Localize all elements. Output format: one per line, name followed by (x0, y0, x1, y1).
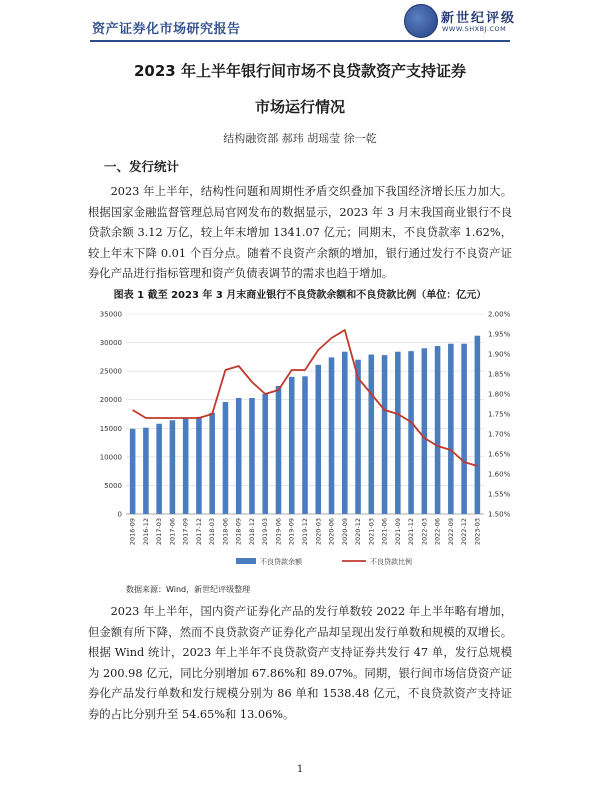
legend-bar-swatch (236, 558, 256, 564)
x-tick-label: 2021-03 (367, 518, 376, 546)
x-tick-label: 2022-03 (420, 518, 429, 546)
logo-mark-icon (404, 4, 438, 38)
right-tick-label: 1.55% (488, 490, 511, 499)
bar (329, 357, 335, 514)
bar (355, 360, 361, 514)
x-tick-label: 2022-06 (433, 518, 442, 546)
company-logo (404, 4, 524, 38)
logo-url: WWW.SHXBJ.COM (442, 25, 507, 33)
x-tick-label: 2016-09 (128, 518, 137, 546)
page-header (0, 0, 600, 46)
x-tick-label: 2018-06 (221, 518, 230, 546)
right-tick-label: 1.85% (488, 370, 511, 379)
x-tick-label: 2021-12 (407, 518, 416, 546)
bar (435, 346, 441, 514)
x-tick-label: 2019-09 (287, 518, 296, 546)
legend-line-label: 不良贷款比例 (370, 558, 412, 566)
x-tick-label: 2017-06 (168, 518, 177, 546)
x-tick-label: 2020-12 (354, 518, 363, 546)
x-tick-label: 2016-12 (141, 518, 150, 546)
bar (315, 365, 321, 514)
x-tick-label: 2020-09 (340, 518, 349, 546)
bar (302, 376, 308, 514)
bar (196, 417, 202, 514)
figure-caption: 图表 1 截至 2023 年 3 月末商业银行不良贷款余额和不良贷款比例（单位：亿元） (113, 290, 487, 301)
header-title: 资产证券化市场研究报告 (92, 22, 241, 37)
right-tick-label: 1.90% (488, 350, 511, 359)
bar (236, 398, 242, 514)
right-tick-label: 1.50% (488, 510, 511, 519)
x-tick-label: 2018-09 (234, 518, 243, 546)
x-tick-label: 2020-03 (314, 518, 323, 546)
chart-bars (130, 336, 480, 514)
authors: 结构融资部 郝玮 胡瑶莹 徐一乾 (223, 132, 377, 145)
right-tick-label: 1.80% (488, 390, 511, 399)
right-tick-label: 1.65% (488, 450, 511, 459)
bar (448, 344, 454, 514)
bar (262, 394, 268, 514)
bar (170, 420, 176, 514)
x-tick-label: 2020-06 (327, 518, 336, 546)
document-title: 2023 年上半年银行间市场不良贷款资产支持证券 (134, 62, 466, 80)
right-axis-ticks (488, 311, 511, 519)
bar (156, 424, 162, 514)
bar (408, 351, 414, 514)
legend-bar-label: 不良贷款余额 (260, 558, 302, 566)
x-axis-labels (129, 518, 482, 545)
bar (382, 355, 388, 514)
x-tick-label: 2019-06 (274, 518, 283, 546)
left-tick-label: 15000 (99, 424, 122, 433)
paragraph-1: 2023 年上半年，结构性问题和周期性矛盾交织叠加下我国经济增长压力加大。根据国家金融监督管理总局官网发布的数据显示，2023 年 3 月末我国商业银行不良贷款余额 3.12 万亿，较上年末增加 1341.07 亿元；同期末，不良贷款率 1.62%，较上年末下降 0.01 个百分点。随着不良资产余额的增加，银行通过发行不良资产证券化产品进行指标管理和资产负债表调节的需求也趋于增加。 (88, 185, 512, 280)
right-tick-label: 1.75% (488, 410, 511, 419)
right-tick-label: 1.95% (488, 330, 511, 339)
right-tick-label: 1.60% (488, 470, 511, 479)
document-subtitle: 市场运行情况 (254, 98, 345, 116)
bar (130, 429, 136, 514)
paragraph-2: 2023 年上半年，国内资产证券化产品的发行单数较 2022 年上半年略有增加，但金额有所下降，然而不良贷款资产证券化产品却呈现出发行单数和规模的双增长。根据 Wind 统计，2023 年上半年不良贷款资产支持证券共发行 47 单，发行总规模为 200.98 亿元，同比分别增加 67.86%和 89.07%。同期，银行间市场信贷资产证券化产品发行单数和发行规模分别为 86 单和 1538.48 亿元，不良贷款资产支持证券的占比分别升至 54.65%和 13.06%。 (88, 605, 512, 721)
bar (369, 355, 375, 514)
section-heading: 一、发行统计 (104, 159, 180, 174)
bar (422, 348, 428, 514)
header-rule (90, 40, 510, 42)
x-tick-label: 2023-03 (473, 518, 482, 546)
x-tick-label: 2017-12 (194, 518, 203, 546)
left-tick-label: 20000 (99, 396, 122, 405)
npl-chart (86, 304, 526, 582)
left-tick-label: 30000 (99, 339, 122, 348)
bar (395, 352, 401, 514)
x-tick-label: 2022-09 (446, 518, 455, 546)
chart-legend (236, 557, 412, 566)
bar (143, 428, 149, 514)
bar (475, 336, 481, 514)
left-tick-label: 5000 (104, 481, 122, 490)
x-tick-label: 2018-12 (247, 518, 256, 546)
bar (183, 419, 189, 514)
left-axis-ticks (100, 311, 122, 519)
bar (223, 402, 229, 514)
left-tick-label: 0 (117, 510, 122, 519)
bar (276, 386, 282, 514)
right-tick-label: 2.00% (488, 310, 511, 319)
left-tick-label: 10000 (99, 453, 122, 462)
x-tick-label: 2017-03 (155, 518, 164, 546)
x-tick-label: 2017-09 (181, 518, 190, 546)
bar (289, 377, 295, 514)
data-source-note: 数据来源：Wind，新世纪评级整理 (126, 585, 251, 594)
bar (209, 413, 215, 514)
logo-name: 新世纪评级 (441, 11, 517, 26)
right-tick-label: 1.70% (488, 430, 511, 439)
x-tick-label: 2022-12 (460, 518, 469, 546)
x-tick-label: 2019-12 (301, 518, 309, 546)
x-tick-label: 2021-06 (380, 518, 389, 546)
left-tick-label: 35000 (99, 310, 122, 319)
left-tick-label: 25000 (99, 367, 122, 376)
page-number: 1 (296, 764, 304, 775)
bar (461, 344, 467, 514)
x-tick-label: 2019-03 (261, 518, 270, 546)
bar (249, 398, 255, 514)
x-tick-label: 2021-09 (393, 518, 402, 546)
bar (342, 352, 348, 514)
x-tick-label: 2018-03 (208, 518, 217, 546)
